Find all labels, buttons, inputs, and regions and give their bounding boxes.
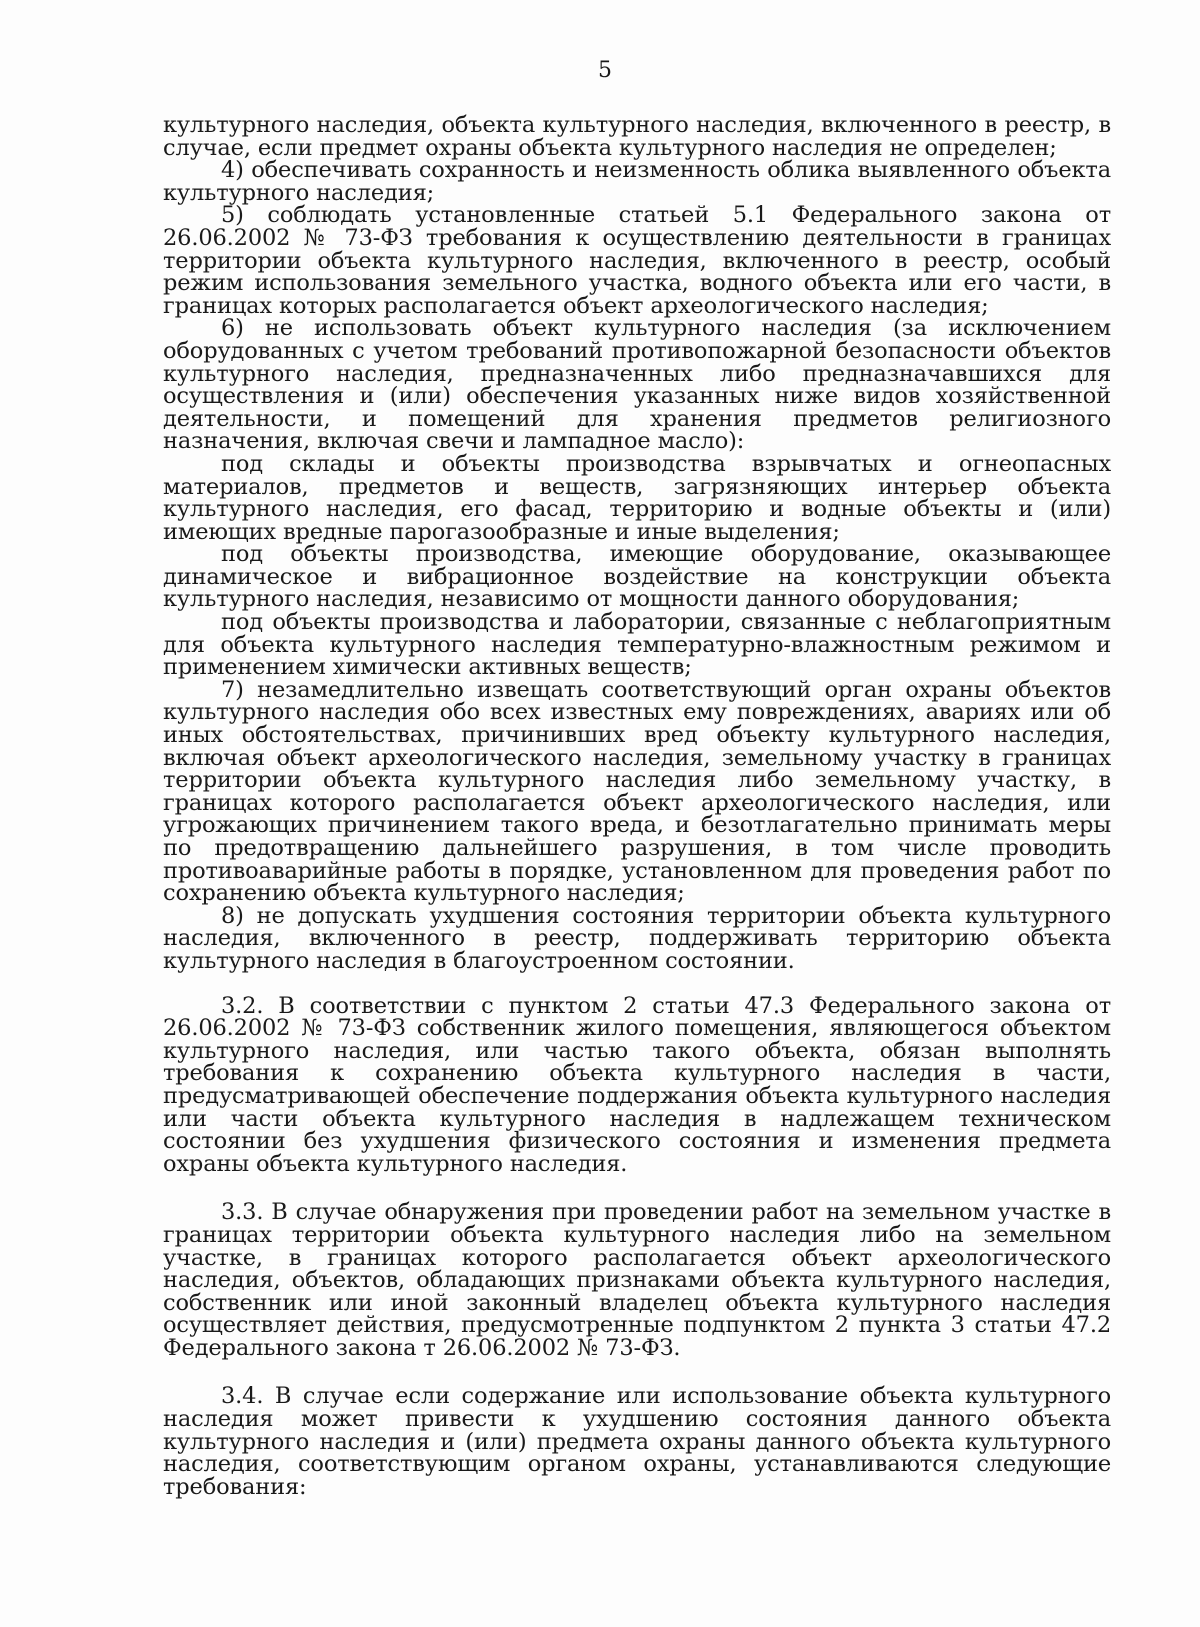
item-4: 4) обеспечивать сохранность и неизменность облика выявленного объекта культурного наследия; <box>163 157 1111 206</box>
section-3-3: 3.3. В случае обнаружения при проведении работ на земельном участке в границах территории объекта культурного наследия либо на земельном участке, в границах которого располагается объект археологического наследия, объектов, обладающих признаками объекта культурного наследия, собственник или иной законный владелец объекта культурного наследия осуществляет действия, предусмотренные подпунктом 2 пункта 3 статьи 47.2 Федерального закона т 26.06.2002 № 73-ФЗ. <box>163 1199 1111 1361</box>
item-5: 5) соблюдать установленные статьей 5.1 Федерального закона от 26.06.2002 № 73-ФЗ требования к осуществлению деятельности в границах территории объекта культурного наследия, включенного в реестр, особый режим использования земельного участка, водного объекта или его части, в границах которых располагается объект археологического наследия; <box>163 202 1111 319</box>
section-3-4: 3.4. В случае если содержание или использование объекта культурного наследия может привести к ухудшению состояния данного объекта культурного наследия и (или) предмета охраны данного объекта культурного наследия, соответствующим органом охраны, устанавливаются следующие требования: <box>163 1383 1111 1500</box>
paragraph-continuation: культурного наследия, объекта культурного наследия, включенного в реестр, в случае, если предмет охраны объекта культурного наследия не определен; <box>163 112 1111 161</box>
section-3-2: 3.2. В соответствии с пунктом 2 статьи 47.3 Федерального закона от 26.06.2002 № 73-ФЗ собственник жилого помещения, являющегося объектом культурного наследия, или частью такого объекта, обязан выполнять требования к сохранению объекта культурного наследия в части, предусматривающей обеспечение поддержания объекта культурного наследия или части объекта культурного наследия в надлежащем техническом состоянии без ухудшения физического состояния и изменения предмета охраны объекта культурного наследия. <box>163 992 1111 1177</box>
item-8: 8) не допускать ухудшения состояния территории объекта культурного наследия, включенного в реестр, поддерживать территорию объекта культурного наследия в благоустроенном состоянии. <box>163 902 1111 974</box>
item-7: 7) незамедлительно извещать соответствующий орган охраны объектов культурного наследия обо всех известных ему повреждениях, авариях или об иных обстоятельствах, причинивших вред объекту культурного наследия, включая объект археологического наследия, земельному участку в границах территории объекта культурного наследия либо земельному участку, в границах которого располагается объект археологического наследия, или угрожающих причинением такого вреда, и безотлагательно принимать меры по предотвращению дальнейшего разрушения, в том числе проводить противоаварийные работы в порядке, установленном для проведения работ по сохранению объекта культурного наследия; <box>163 676 1111 907</box>
page-number: 5 <box>598 58 612 83</box>
item-6-sub-3: под объекты производства и лаборатории, связанные с неблагоприятным для объекта культурного наследия температурно-влажностным режимом и применением химически активных веществ; <box>163 609 1111 681</box>
item-6-sub-2: под объекты производства, имеющие оборудование, оказывающее динамическое и вибрационное воздействие на конструкции объекта культурного наследия, независимо от мощности данного оборудования; <box>163 541 1111 613</box>
document-body <box>163 114 1111 1498</box>
item-6: 6) не использовать объект культурного наследия (за исключением оборудованных с учетом требований противопожарной безопасности объектов культурного наследия, предназначенных либо предназначавшихся для осуществления и (или) обеспечения указанных ниже видов хозяйственной деятельности, и помещений для хранения предметов религиозного назначения, включая свечи и лампадное масло): <box>163 315 1111 455</box>
item-6-sub-1: под склады и объекты производства взрывчатых и огнеопасных материалов, предметов и веществ, загрязняющих интерьер объекта культурного наследия, его фасад, территорию и водные объекты и (или) имеющих вредные парогазообразные и иные выделения; <box>163 450 1111 545</box>
